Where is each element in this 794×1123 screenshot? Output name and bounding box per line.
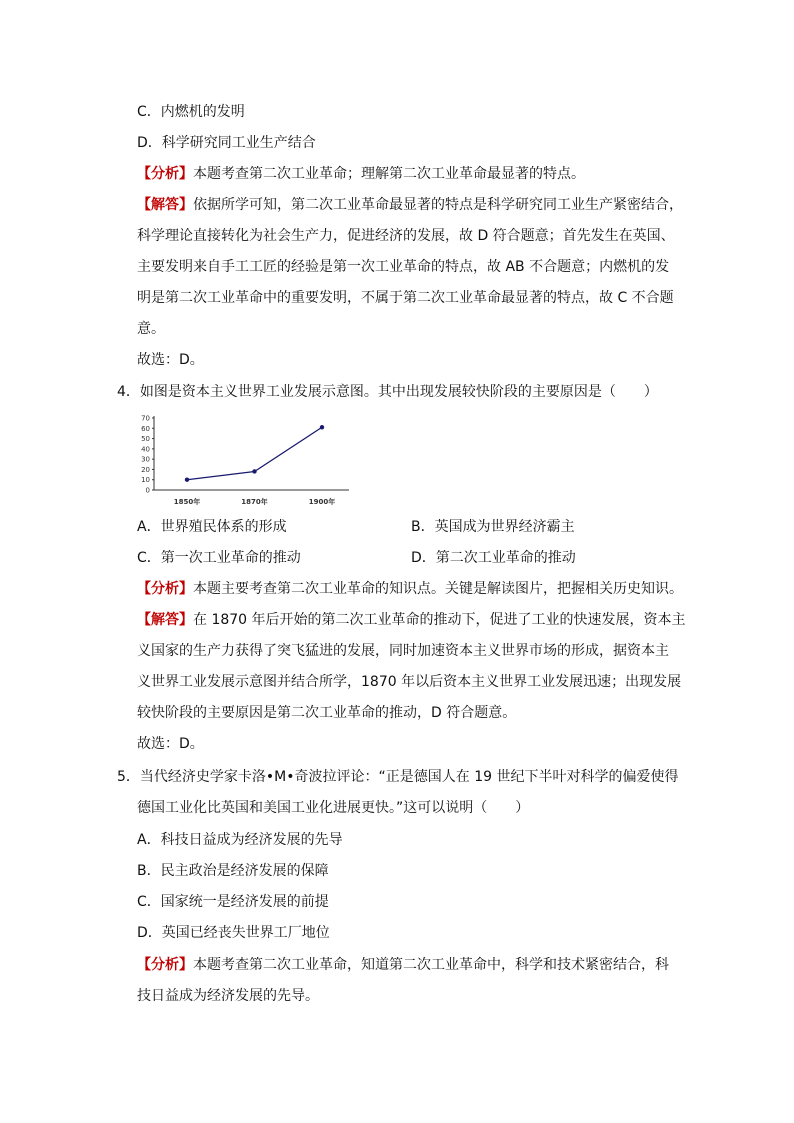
analysis-text: 本题考查第二次工业革命；理解第二次工业革命最显著的特点。 [193,166,585,182]
q5-option-a: A．科技日益成为经济发展的先导 [137,832,343,848]
q4-solution-line-1 [137,610,686,630]
q5-stem-line-2: 德国工业化比英国和美国工业化进展更快。”这可以说明（ ） [137,800,530,816]
q5-option-c: C．国家统一是经济发展的前提 [137,894,329,910]
data-point [185,478,189,482]
q4-solution-line-3: 义世界工业发展示意图并结合所学，1870 年以后资本主义世界工业发展迅速；出现发展 [137,674,682,690]
analysis-text: 本题考查第二次工业革命，知道第二次工业革命中，科学和技术紧密结合，科 [193,957,669,973]
q3-solution-line-3: 主要发明来自手工工匠的经验是第一次工业革命的特点，故 AB 不合题意；内燃机的发 [137,259,670,275]
q3-solution-line-1 [137,195,683,215]
solution-tag: 【解答】 [137,197,193,213]
q4-answer: 故选：D。 [137,736,204,752]
q5-option-b: B．民主政治是经济发展的保障 [137,863,329,879]
q5-option-d: D．英国已经丧失世界工厂地位 [137,925,330,941]
x-tick-label: 1850年 [173,498,201,506]
q3-solution-line-2: 科学理论直接转化为社会生产力，促进经济的发展，故 D 符合题意；首先发生在英国、 [137,228,675,244]
q5-analysis-line-2: 技日益成为经济发展的先导。 [137,988,319,1004]
data-point [320,425,324,429]
q4-option-c: C．第一次工业革命的推动 [137,550,301,566]
q3-solution-line-5: 意。 [137,321,165,337]
y-tick-label: 0 [145,486,150,495]
q3-solution-line-4: 明是第二次工业革命中的重要发明，不属于第二次工业革命最显著的特点，故 C 不合题 [137,290,674,306]
y-tick-label: 10 [141,476,150,485]
analysis-text: 本题主要考查第二次工业革命的知识点。关键是解读图片，把握相关历史知识。 [193,581,683,597]
y-tick-label: 40 [141,445,150,454]
x-tick-label: 1900年 [308,498,336,506]
q3-answer: 故选：D。 [137,352,204,368]
y-tick-label: 50 [141,435,150,444]
chart-svg [137,410,352,510]
y-tick-label: 60 [141,424,150,433]
q4-option-b: B．英国成为世界经济霸主 [411,519,575,535]
q3-option-c: C．内燃机的发明 [137,104,245,120]
analysis-tag: 【分析】 [137,957,193,973]
q5-analysis-line-1 [137,955,669,975]
y-tick-label: 70 [141,414,150,423]
x-tick-label: 1870年 [241,498,268,506]
solution-tag: 【解答】 [137,612,193,628]
y-tick-label: 30 [141,455,150,464]
analysis-tag: 【分析】 [137,581,193,597]
q4-solution-line-4: 较快阶段的主要原因是第二次工业革命的推动，D 符合题意。 [137,705,517,721]
analysis-tag: 【分析】 [137,166,193,182]
data-point [252,469,256,473]
solution-text: 依据所学可知，第二次工业革命最显著的特点是科学研究同工业生产紧密结合， [193,197,683,213]
q3-option-d: D．科学研究同工业生产结合 [137,135,316,151]
q4-option-d: D．第二次工业革命的推动 [411,550,576,566]
q5-stem-line-1: 5．当代经济史学家卡洛•M•奇波拉评论：“正是德国人在 19 世纪下半叶对科学的偏爱使得 [117,769,679,785]
q4-stem: 4．如图是资本主义世界工业发展示意图。其中出现发展较快阶段的主要原因是（ ） [117,384,658,400]
q4-option-a: A．世界殖民体系的形成 [137,519,287,535]
solution-text: 在 1870 年后开始的第二次工业革命的推动下，促进了工业的快速发展，资本主 [193,612,686,628]
q4-analysis [137,579,683,599]
y-tick-label: 20 [141,465,150,474]
q4-solution-line-2: 义国家的生产力获得了突飞猛进的发展，同时加速资本主义世界市场的形成，据资本主 [137,643,669,659]
q3-analysis [137,164,585,184]
industrial-development-chart [137,410,352,510]
